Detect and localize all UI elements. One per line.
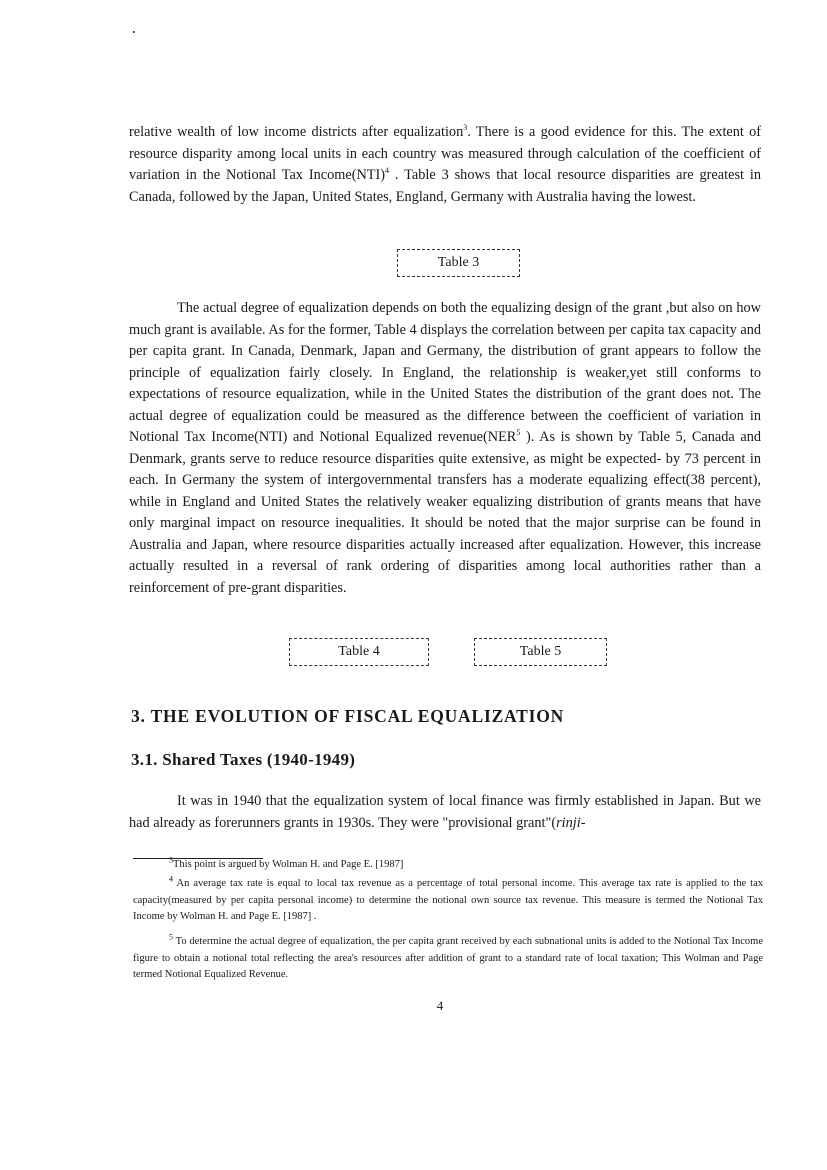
italic-term: rinji- <box>556 814 586 831</box>
footnote-5 <box>133 934 763 984</box>
table-5-placeholder <box>474 638 607 666</box>
section-heading: 3. THE EVOLUTION OF FISCAL EQUALIZATION <box>131 706 565 726</box>
table-3-placeholder <box>397 249 520 277</box>
paragraph-text: It was in 1940 that the equalization system of local finance was firmly established in Japan. But we had already as forerunners grants in 1930s. They were "provisional grant"( <box>129 793 761 831</box>
paragraph-text: ). As is shown by Table 5, Canada and Denmark, grants serve to reduce resource disparities quite extensive, as might be expected- by 73 percent in each. In Germany the system of intergovernmental transfers has a moderate equalizing effect(38 percent), while in England and United States the relatively weaker equalizing distribution of grants means that have only marginal impact on resource inequalities. It should be noted that the major surprise can be found in Australia and Japan, where resource disparities actually increased after equalization. However, this increase actually resulted in a reversal of rank ordering of disparities among local authorities rather than a reinforcement of pre-grant disparities. <box>129 429 762 596</box>
footnote-mark: 3 <box>169 855 173 865</box>
footnote-text: An average tax rate is equal to local tax revenue as a percentage of total personal income. This average tax rate is applied to the tax capacity(measured by per capita personal income) to determine the notional own source tax revenue. This measure is termed the Notional Tax Income by Wolman H. and Page E. [1987] . <box>133 878 764 922</box>
paragraph-shared-taxes <box>129 791 761 834</box>
footnote-text: To determine the actual degree of equalization, the per capita grant received by each subnational units is added to the Notional Tax Income figure to obtain a notional total reflecting the area's resources after addition of grant to a standard rate of local taxation; This Wolman and Page termed Notional Equalized Revenue. <box>133 936 763 980</box>
footnote-ref-5: 5 <box>516 428 521 438</box>
table-4-label: Table 4 <box>338 644 380 659</box>
paragraph-text: . There is a good evidence for this. The extent of resource disparity among local units in each country was measured through calculation of the coefficient of variation in the Notional Tax Income(NTI) <box>129 124 762 183</box>
paragraph-text: The actual degree of equalization depends on both the equalizing design of the grant ,but also on how much grant is available. As for the former, Table 4 displays the correlation between per capita tax capacity and per capita grant. In Canada, Denmark, Japan and Germany, the distribution of grant appears to follow the principle of equalization fairly closely. In England, the relationship is weaker,yet still conforms to expectations of resource equalization, while in the United States the distribution of the grant does not. The actual degree of equalization could be measured as the difference between the coefficient of variation in Notional Tax Income(NTI) and Notional Equalized revenue(NER <box>129 300 761 445</box>
table-3-label: Table 3 <box>437 255 480 270</box>
scan-speck <box>133 31 135 33</box>
paragraph-text: . Table 3 shows that local resource disparities are greatest in Canada, followed by the Japan, United States, England, Germany with Australia having the lowest. <box>129 167 761 205</box>
paragraph-degree-of-equalization <box>129 298 761 599</box>
paragraph-resource-disparity <box>129 122 761 208</box>
footnote-3 <box>133 857 763 874</box>
footnote-ref-4: 4 <box>385 166 390 176</box>
footnote-text: This point is argued by Wolman H. and Page E. [1987] <box>173 859 404 870</box>
paragraph-text: relative wealth of low income districts after equalization <box>129 124 464 140</box>
footnote-mark: 5 <box>169 932 173 942</box>
page-number: 4 <box>436 998 444 1013</box>
subsection-heading: 3.1. Shared Taxes (1940-1949) <box>131 750 356 769</box>
footnote-mark: 4 <box>169 874 173 884</box>
table-4-placeholder <box>289 638 429 666</box>
table-5-label: Table 5 <box>519 644 562 659</box>
footnote-ref-3: 3 <box>463 123 468 133</box>
footnote-4 <box>133 876 763 926</box>
